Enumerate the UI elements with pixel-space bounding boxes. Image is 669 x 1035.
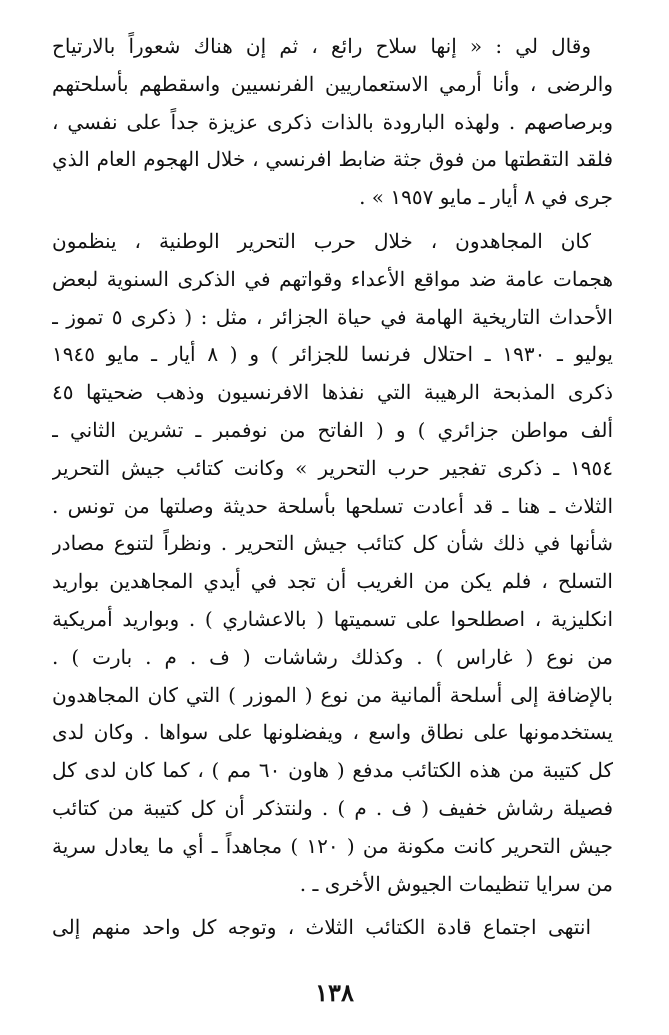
- text-line: انكليزية ، اصطلحوا على تسميتها ( بالاعشاري ) . وبواريد أمريكية: [52, 606, 613, 631]
- paragraph-1: [52, 28, 613, 217]
- text-line: فلقد التقطتها من فوق جثة ضابط افرنسي ، خلال الهجوم العام الذي: [52, 147, 613, 172]
- text-line: الأحداث التاريخية الهامة في حياة الجزائر ، مثل : ( ذكرى ٥ تموز ـ: [52, 304, 613, 329]
- text-line: من نوع ( غاراس ) . وكذلك رشاشات ( ف . م . بارت ) .: [52, 644, 613, 669]
- text-line: يستخدمونها على نطاق واسع ، ويفضلونها على سواها . وكان لدى: [52, 720, 613, 745]
- text-line: وقال لي : « إنها سلاح رائع ، ثم إن هناك شعوراً بالارتياح: [52, 34, 591, 58]
- text-line: الثلاث ـ هنا ـ قد أعادت تسلحها بأسلحة حديثة وصلتها من تونس .: [52, 493, 613, 518]
- text-line: هجمات عامة ضد مواقع الأعداء وقواتهم في الذكرى السنوية لبعض: [52, 266, 613, 291]
- text-line: وبرصاصهم . ولهذه البارودة بالذات ذكرى عزيزة جداً على نفسي ،: [52, 109, 613, 134]
- paragraph-3: [52, 909, 613, 947]
- text-line: من سرايا تنظيمات الجيوش الأخرى ـ .: [299, 871, 613, 896]
- text-line: فصيلة رشاش خفيف ( ف . م ) . ولنتذكر أن كل كتيبة من كتائب: [52, 795, 613, 820]
- body-text: [52, 28, 613, 947]
- paragraph-2: [52, 223, 613, 903]
- text-line: التسلح ، فلم يكن من الغريب أن تجد في أيدي المجاهدين بواريد: [52, 569, 613, 594]
- page-number: ١٣٨: [315, 978, 354, 1007]
- text-line: جيش التحرير كانت مكونة من ( ١٢٠ ) مجاهداً ـ أي ما يعادل سرية: [52, 833, 613, 858]
- text-line: ذكرى المذبحة الرهيبة التي نفذها الافرنسيون وذهب ضحيتها ٤٥: [52, 380, 613, 405]
- text-line: انتهى اجتماع قادة الكتائب الثلاث ، وتوجه كل واحد منهم إلى: [52, 915, 591, 940]
- text-line: جرى في ٨ أيار ـ مايو ١٩٥٧ » .: [359, 185, 613, 210]
- text-line: كل كتيبة من هذه الكتائب مدفع ( هاون ٦٠ مم ) ، كما كان لدى كل: [52, 758, 613, 783]
- text-line: والرضى ، وأنا أرمي الاستعماريين الفرنسيين واسقطهم بأسلحتهم: [52, 71, 613, 96]
- text-line: بالإضافة إلى أسلحة ألمانية من نوع ( الموزر ) التي كان المجاهدون: [52, 682, 613, 707]
- text-line: يوليو ـ ١٩٣٠ ـ احتلال فرنسا للجزائر ) و ( ٨ أيار ـ مايو ١٩٤٥: [52, 342, 613, 367]
- text-line: شأنها في ذلك شأن كل كتائب جيش التحرير . ونظراً لتنوع مصادر: [52, 531, 613, 556]
- text-line: كان المجاهدون ، خلال حرب التحرير الوطنية ، ينظمون: [52, 228, 591, 253]
- text-line: ١٩٥٤ ـ ذكرى تفجير حرب التحرير » وكانت كتائب جيش التحرير: [52, 455, 613, 480]
- text-line: ألف مواطن جزائري ) و ( الفاتح من نوفمبر ـ تشرين الثاني ـ: [52, 417, 613, 442]
